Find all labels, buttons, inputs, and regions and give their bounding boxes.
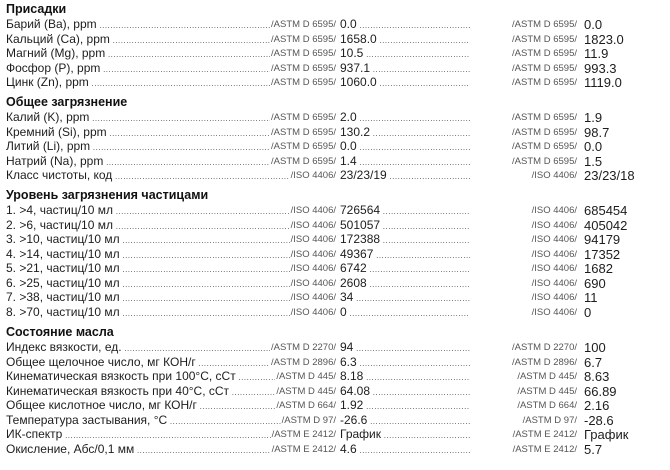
result-value-2: 690 xyxy=(584,275,606,291)
test-method: /ASTM D 664/ xyxy=(517,400,577,412)
test-method: /ISO 4406/ xyxy=(290,292,336,304)
result-value-2: 5.7 xyxy=(584,441,603,457)
test-method: /ISO 4406/ xyxy=(290,263,336,275)
result-value-1: 34 ..... xyxy=(340,290,470,306)
table-row xyxy=(0,384,670,399)
test-method: /ISO 4406/ xyxy=(531,219,577,231)
result-value-1: 1.92 ..... xyxy=(340,398,470,414)
result-value-1: 501057 ..... xyxy=(340,218,470,234)
section-title-particle-contamination: Уровень загрязнения частицами xyxy=(6,188,209,202)
parameter-name: Цинк (Zn), ppm ..... xyxy=(6,75,334,91)
table-row xyxy=(0,110,670,125)
test-method: /ASTM D 6595/ xyxy=(512,33,577,45)
test-method: /ASTM D 6595/ xyxy=(512,62,577,74)
test-method: /ASTM D 6595/ xyxy=(512,48,577,60)
result-value-2: 23/23/18 xyxy=(584,168,635,184)
test-method: /ASTM D 6595/ xyxy=(271,112,336,123)
section-title-general-contamination: Общее загрязнение xyxy=(6,95,128,109)
test-method: /ASTM D 6595/ xyxy=(512,112,577,123)
result-value-2: 1823.0 xyxy=(584,31,624,47)
table-row xyxy=(0,125,670,140)
result-value-2: 405042 xyxy=(584,217,628,233)
result-value-2: 17352 xyxy=(584,246,621,262)
test-method: /ASTM D 6595/ xyxy=(271,155,336,167)
parameter-name: Кинематическая вязкость при 100°С, сСт ..... xyxy=(6,369,334,385)
result-value-1: 49367 ..... xyxy=(340,247,470,263)
test-method: /ISO 4406/ xyxy=(290,306,336,318)
parameter-name: 8. >70, частиц/10 мл ..... xyxy=(6,305,334,321)
parameter-name: Магний (Mg), ppm ..... xyxy=(6,46,334,62)
result-value-1: 2608 ..... xyxy=(340,276,470,292)
result-value-2: 1119.0 xyxy=(584,75,622,91)
table-row xyxy=(0,61,670,76)
parameter-name: Натрий (Na), ppm ..... xyxy=(6,154,334,170)
parameter-name: 2. >6, частиц/10 мл ..... xyxy=(6,218,334,234)
parameter-name: Индекс вязкости, ед. ..... xyxy=(6,340,334,356)
result-value-2: -28.6 xyxy=(584,412,614,428)
test-method: /ASTM D 2270/ xyxy=(271,342,336,353)
test-method: /ASTM D 445/ xyxy=(517,371,577,383)
table-row xyxy=(0,17,670,32)
result-value-2: 1.9 xyxy=(584,110,603,125)
test-method: /ISO 4406/ xyxy=(290,248,336,260)
test-method: /ASTM D 97/ xyxy=(522,414,577,426)
table-row xyxy=(0,261,670,276)
test-method: /ASTM D 6595/ xyxy=(271,62,336,74)
test-method: /ASTM D 445/ xyxy=(517,385,577,397)
result-value-2: 11.9 xyxy=(584,46,609,62)
test-method: /ISO 4406/ xyxy=(290,205,336,216)
result-value-1: 0 ..... xyxy=(340,305,470,321)
test-method: /ASTM E 2412/ xyxy=(512,429,577,441)
parameter-name: ИК-спектр ..... xyxy=(6,427,334,443)
parameter-name: Окисление, Абс/0,1 мм ..... xyxy=(6,442,334,458)
result-value-1: 6.3 ..... xyxy=(340,355,470,371)
section-title-oil-condition: Состояние масла xyxy=(6,325,114,339)
result-value-1: 0.0 ..... xyxy=(340,139,470,155)
parameter-name: 1. >4, частиц/10 мл ..... xyxy=(6,203,334,219)
test-method: /ISO 4406/ xyxy=(290,219,336,231)
parameter-name: Литий (Li), ppm ..... xyxy=(6,139,334,155)
parameter-name: Фосфор (P), ppm ..... xyxy=(6,61,334,77)
table-row xyxy=(0,203,670,218)
section-title-additives: Присадки xyxy=(6,2,67,16)
table-row xyxy=(0,75,670,90)
table-row xyxy=(0,32,670,47)
test-method: /ISO 4406/ xyxy=(531,170,577,182)
test-method: /ASTM D 445/ xyxy=(276,371,336,383)
test-method: /ISO 4406/ xyxy=(531,263,577,275)
parameter-name: Кремний (Si), ppm ..... xyxy=(6,125,334,141)
test-method: /ASTM D 664/ xyxy=(276,400,336,412)
test-method: /ISO 4406/ xyxy=(531,234,577,246)
result-value-1: 726564 ..... xyxy=(340,203,470,219)
table-row xyxy=(0,355,670,370)
test-method: /ASTM D 6595/ xyxy=(512,19,577,30)
result-value-1: 94 ..... xyxy=(340,340,470,356)
result-value-1: 1658.0 ..... xyxy=(340,32,470,48)
test-method: /ASTM D 6595/ xyxy=(512,126,577,138)
parameter-name: Температура застывания, °С ..... xyxy=(6,413,334,429)
parameter-name: Кальций (Ca), ppm ..... xyxy=(6,32,334,48)
parameter-name: 7. >38, частиц/10 мл ..... xyxy=(6,290,334,306)
test-method: /ASTM D 2896/ xyxy=(271,356,336,368)
result-value-2: 2.16 xyxy=(584,398,610,414)
parameter-name: 3. >10, частиц/10 мл ..... xyxy=(6,232,334,248)
test-method: /ISO 4406/ xyxy=(531,205,577,216)
table-row xyxy=(0,427,670,442)
result-value-1: 0.0 ..... xyxy=(340,17,470,33)
result-value-2: 1.5 xyxy=(584,153,603,169)
test-method: /ASTM D 445/ xyxy=(276,385,336,397)
test-method: /ISO 4406/ xyxy=(531,306,577,318)
test-method: /ASTM D 6595/ xyxy=(271,126,336,138)
test-method: /ASTM D 2896/ xyxy=(512,356,577,368)
test-method: /ISO 4406/ xyxy=(290,170,336,182)
result-value-1: График ..... xyxy=(340,427,470,443)
parameter-name: Общее щелочное число, мг КОН/г ..... xyxy=(6,355,334,371)
result-value-1: -26.6 ..... xyxy=(340,413,470,429)
result-value-2: 11 xyxy=(584,290,598,306)
table-row xyxy=(0,168,670,183)
result-value-2: 0 xyxy=(584,304,592,320)
parameter-name: 6. >25, частиц/10 мл ..... xyxy=(6,276,334,292)
result-value-2: 993.3 xyxy=(584,60,617,76)
result-value-1: 4.6 ..... xyxy=(340,442,470,458)
result-value-1: 172388 ..... xyxy=(340,232,470,248)
result-value-1: 6742 ..... xyxy=(340,261,470,277)
result-value-1: 2.0 ..... xyxy=(340,110,470,126)
result-value-2: 6.7 xyxy=(584,354,603,370)
result-value-2: 98.7 xyxy=(584,124,610,140)
table-row xyxy=(0,340,670,355)
parameter-name: Класс чистоты, код ..... xyxy=(6,168,334,184)
result-value-1: 23/23/19 ..... xyxy=(340,168,470,184)
result-value-2: 685454 xyxy=(584,203,628,218)
test-method: /ASTM E 2412/ xyxy=(271,443,336,455)
result-value-1: 937.1 ..... xyxy=(340,61,470,77)
test-method: /ASTM D 2270/ xyxy=(512,342,577,353)
test-method: /ASTM D 6595/ xyxy=(271,141,336,153)
result-value-1: 1.4 ..... xyxy=(340,154,470,170)
result-value-2: 94179 xyxy=(584,232,621,248)
result-value-2: 100 xyxy=(584,340,606,355)
result-value-1: 130.2 ..... xyxy=(340,125,470,141)
test-method: /ASTM E 2412/ xyxy=(512,443,577,455)
result-value-2: 0.0 xyxy=(584,17,603,32)
result-value-2: График xyxy=(584,427,629,443)
parameter-name: Общее кислотное число, мг КОН/г ..... xyxy=(6,398,334,414)
table-row xyxy=(0,413,670,428)
result-value-2: 66.89 xyxy=(584,383,617,399)
table-row xyxy=(0,290,670,305)
result-value-2: 8.63 xyxy=(584,369,610,385)
test-method: /ASTM D 6595/ xyxy=(271,48,336,60)
test-method: /ASTM D 6595/ xyxy=(512,77,577,89)
table-row xyxy=(0,398,670,413)
table-row xyxy=(0,442,670,457)
parameter-name: Калий (K), ppm ..... xyxy=(6,110,334,126)
table-row xyxy=(0,369,670,384)
test-method: /ISO 4406/ xyxy=(531,277,577,289)
table-row xyxy=(0,305,670,320)
table-row xyxy=(0,154,670,169)
parameter-name: 4. >14, частиц/10 мл ..... xyxy=(6,247,334,263)
parameter-name: 5. >21, частиц/10 мл ..... xyxy=(6,261,334,277)
test-method: /ASTM D 6595/ xyxy=(271,19,336,30)
test-method: /ISO 4406/ xyxy=(531,292,577,304)
result-value-1: 1060.0 ..... xyxy=(340,75,470,91)
parameter-name: Кинематическая вязкость при 40°С, сСт ..... xyxy=(6,384,334,400)
result-value-2: 0.0 xyxy=(584,139,603,155)
test-method: /ISO 4406/ xyxy=(290,277,336,289)
test-method: /ASTM D 6595/ xyxy=(271,77,336,89)
test-method: /ASTM E 2412/ xyxy=(271,429,336,441)
parameter-name: Барий (Ba), ppm ..... xyxy=(6,17,334,33)
table-row xyxy=(0,232,670,247)
test-method: /ASTM D 6595/ xyxy=(512,141,577,153)
test-method: /ASTM D 6595/ xyxy=(271,33,336,45)
table-row xyxy=(0,218,670,233)
result-value-1: 8.18 ..... xyxy=(340,369,470,385)
test-method: /ISO 4406/ xyxy=(290,234,336,246)
result-value-2: 1682 xyxy=(584,261,613,277)
result-value-1: 64.08 ..... xyxy=(340,384,470,400)
test-method: /ISO 4406/ xyxy=(531,248,577,260)
test-method: /ASTM D 6595/ xyxy=(512,155,577,167)
table-row xyxy=(0,139,670,154)
table-row xyxy=(0,276,670,291)
table-row xyxy=(0,247,670,262)
test-method: /ASTM D 97/ xyxy=(281,414,336,426)
result-value-1: 10.5 ..... xyxy=(340,46,470,62)
table-row xyxy=(0,46,670,61)
